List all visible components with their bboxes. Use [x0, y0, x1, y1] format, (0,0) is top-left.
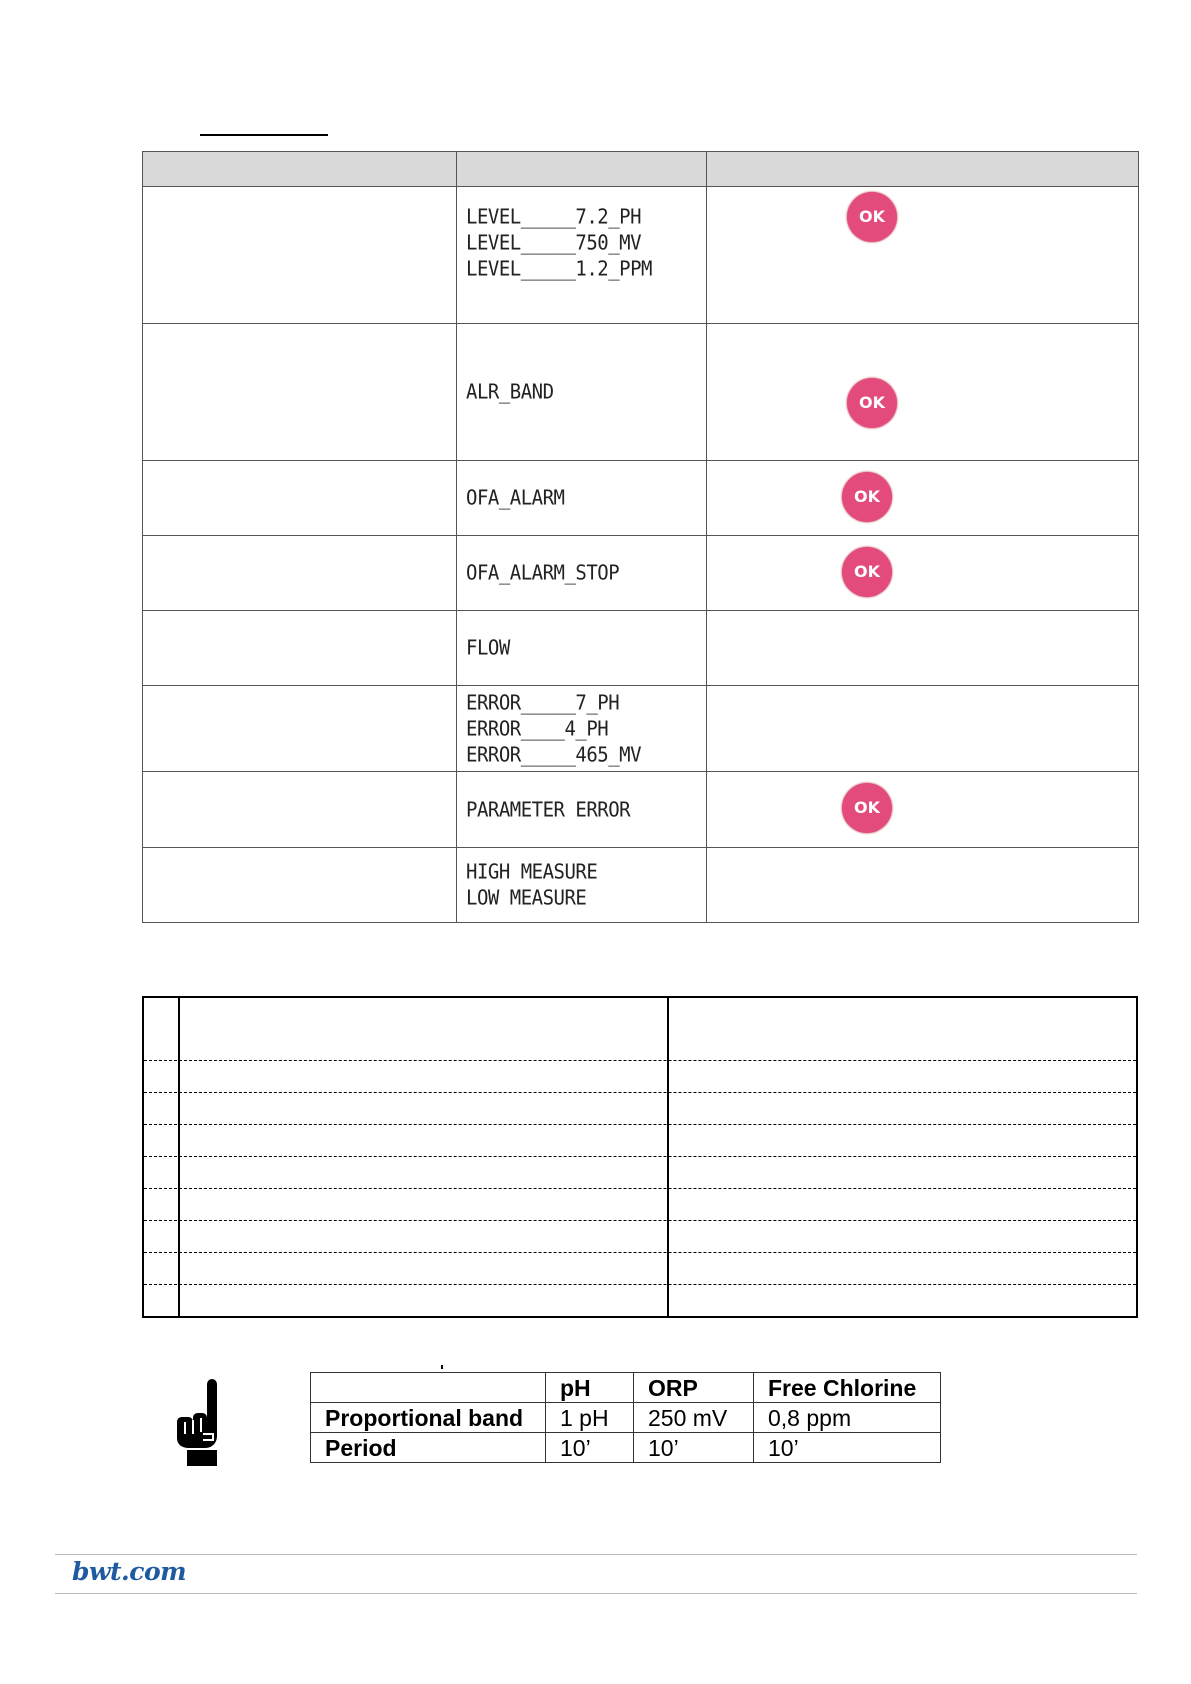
description-cell: [143, 187, 457, 324]
table-row: [143, 848, 1139, 923]
footer-divider: [55, 1593, 1137, 1594]
display-cell: [457, 187, 707, 324]
lcd-display-text: OFA_ALARM: [466, 486, 565, 510]
description-cell: [143, 772, 457, 848]
description-cell: [143, 461, 457, 536]
table-row: [311, 1403, 941, 1433]
ok-button[interactable]: OK: [842, 547, 892, 597]
table-row: [143, 187, 1139, 324]
table-cell: 10’: [754, 1433, 941, 1463]
row-divider: [144, 1284, 1136, 1285]
lcd-display-text: ALR_BAND: [466, 380, 554, 404]
table-row: [143, 536, 1139, 611]
display-cell: [457, 772, 707, 848]
table-cell: 0,8 ppm: [754, 1403, 941, 1433]
display-cell: [457, 536, 707, 611]
action-cell: [707, 611, 1139, 686]
relay-table: [142, 996, 1138, 1318]
display-cell: [457, 611, 707, 686]
pointing-hand-icon: [173, 1378, 225, 1468]
header-ph: pH: [546, 1373, 634, 1403]
description-cell: [143, 686, 457, 772]
row-label: Period: [311, 1433, 546, 1463]
table-cell: 250 mV: [634, 1403, 754, 1433]
ok-button[interactable]: OK: [842, 472, 892, 522]
table-row: [143, 686, 1139, 772]
table-cell: 1 pH: [546, 1403, 634, 1433]
description-cell: [143, 848, 457, 923]
action-cell: [707, 848, 1139, 923]
action-cell: [707, 686, 1139, 772]
table-header-row: [311, 1373, 941, 1403]
display-cell: [457, 324, 707, 461]
ok-button[interactable]: OK: [847, 378, 897, 428]
alarm-table: [142, 151, 1139, 923]
action-cell: [707, 536, 1139, 611]
header-cell: [311, 1373, 546, 1403]
ok-button[interactable]: OK: [847, 192, 897, 242]
table-row: [143, 461, 1139, 536]
header-cell: [707, 152, 1139, 187]
description-cell: [143, 536, 457, 611]
description-cell: [143, 324, 457, 461]
lcd-display-text: LEVEL_____7.2_PH LEVEL_____750_MV LEVEL_____1.2_PPM: [466, 205, 652, 281]
header-cell: [143, 152, 457, 187]
row-divider: [144, 1252, 1136, 1253]
table-row: [143, 324, 1139, 461]
header-cell: [457, 152, 707, 187]
title-underline: [200, 134, 328, 136]
row-divider: [144, 1092, 1136, 1093]
brand-logo[interactable]: bwt.com: [72, 1557, 187, 1586]
description-cell: [143, 611, 457, 686]
display-cell: [457, 848, 707, 923]
action-cell: [707, 187, 1139, 324]
settings-table: [310, 1372, 941, 1463]
table-cell: 10’: [634, 1433, 754, 1463]
row-divider: [144, 1124, 1136, 1125]
table-row: [311, 1433, 941, 1463]
lcd-display-text: ERROR_____7_PH ERROR____4_PH ERROR_____465_MV: [466, 690, 642, 767]
footer-divider: [55, 1554, 1137, 1555]
decorative-mark: [441, 1365, 443, 1369]
column-divider: [178, 998, 180, 1316]
header-free-chlorine: Free Chlorine: [754, 1373, 941, 1403]
action-cell: [707, 324, 1139, 461]
lcd-display-text: OFA_ALARM_STOP: [466, 561, 620, 585]
table-cell: 10’: [546, 1433, 634, 1463]
action-cell: [707, 461, 1139, 536]
display-cell: [457, 686, 707, 772]
action-cell: [707, 772, 1139, 848]
lcd-display-text: HIGH MEASURE LOW MEASURE: [466, 860, 598, 910]
row-divider: [144, 1060, 1136, 1061]
row-label: Proportional band: [311, 1403, 546, 1433]
lcd-display-text: FLOW: [466, 636, 510, 660]
column-divider: [667, 998, 669, 1316]
table-row: [143, 772, 1139, 848]
lcd-display-text: PARAMETER ERROR: [466, 797, 631, 822]
table-row: [143, 611, 1139, 686]
header-orp: ORP: [634, 1373, 754, 1403]
ok-button[interactable]: OK: [842, 783, 892, 833]
row-divider: [144, 1188, 1136, 1189]
row-divider: [144, 1156, 1136, 1157]
alarm-table-header: [143, 152, 1139, 187]
row-divider: [144, 1220, 1136, 1221]
display-cell: [457, 461, 707, 536]
